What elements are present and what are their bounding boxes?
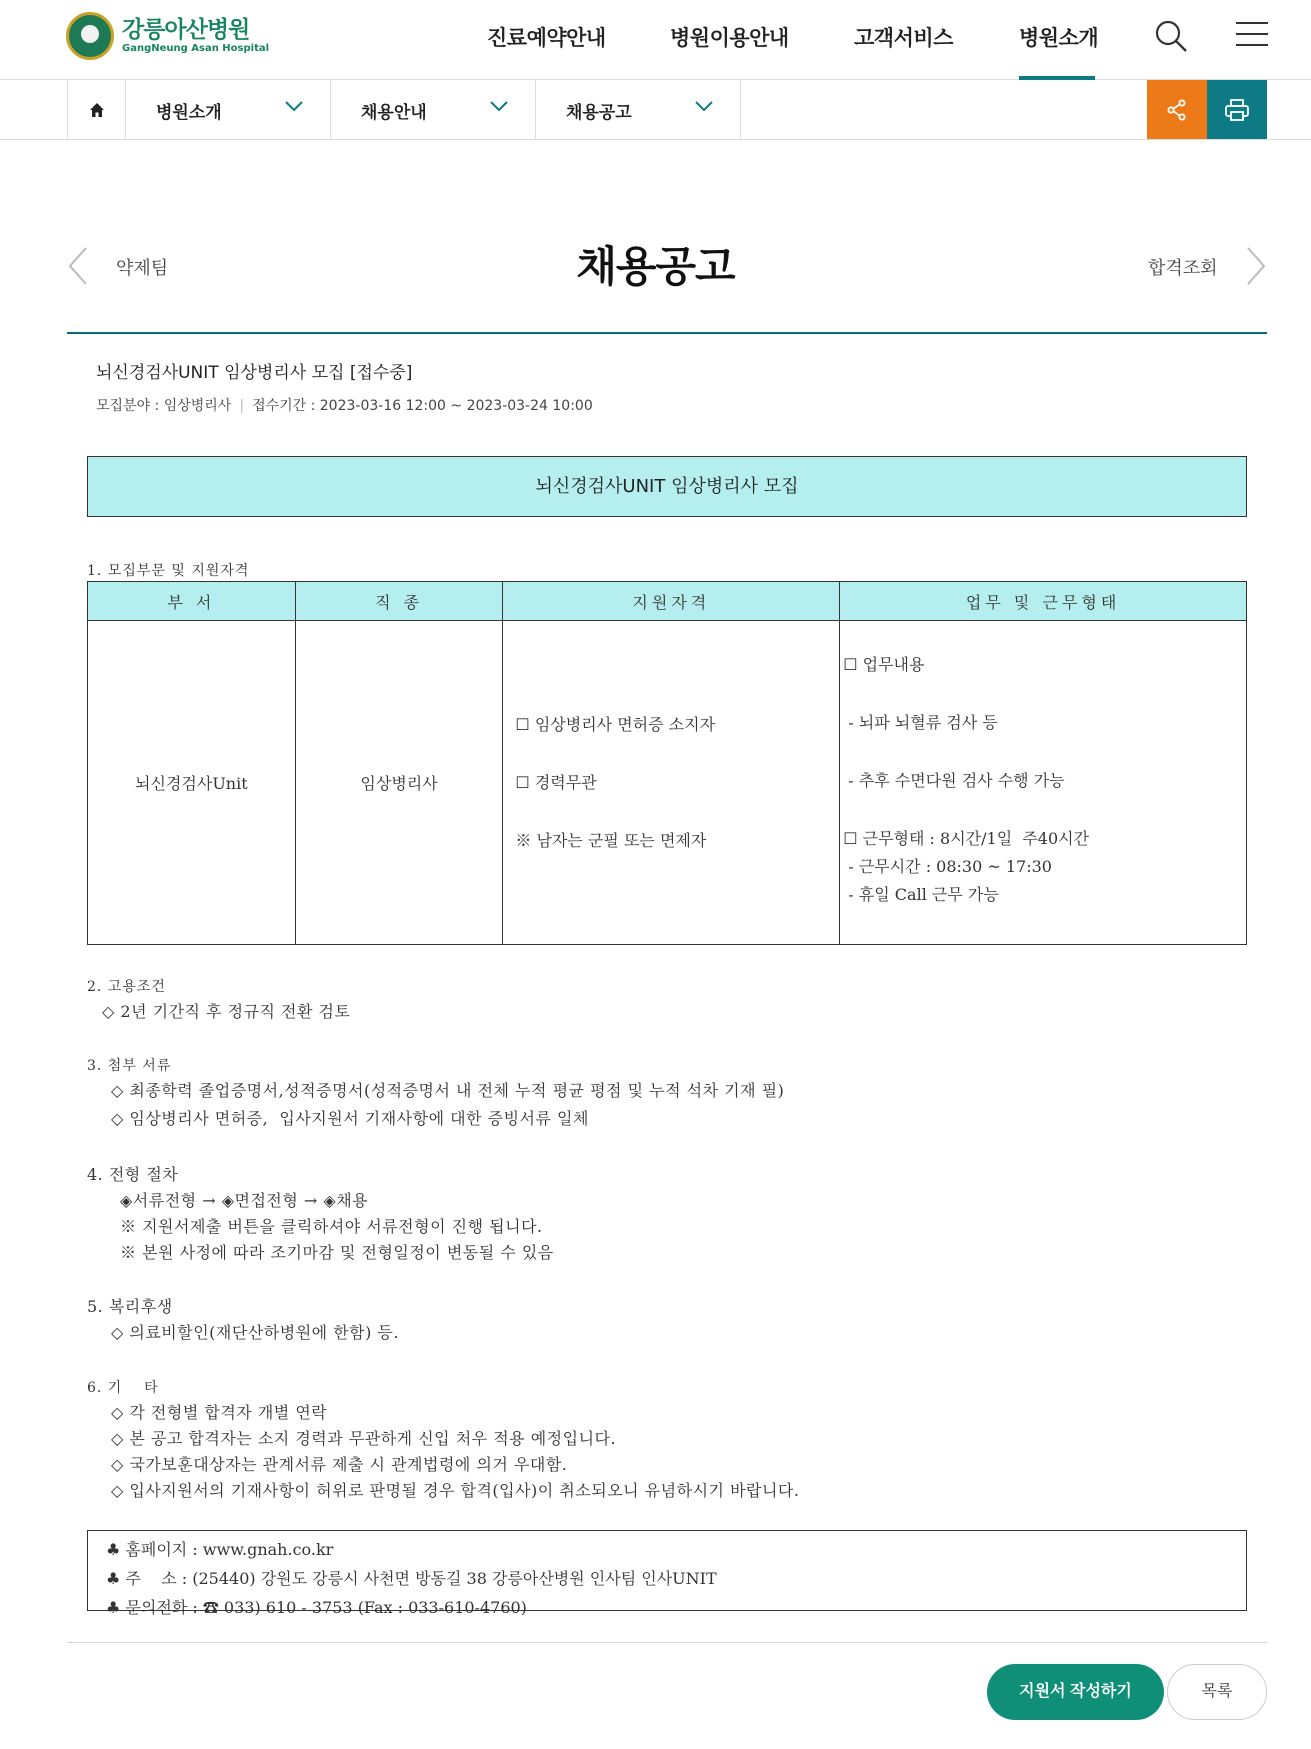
chevron-down-icon (489, 96, 509, 116)
logo-emblem-icon (66, 12, 114, 60)
list-item: ◇ 국가보훈대상자는 관계서류 제출 시 관계법령에 의거 우대함. (111, 1455, 568, 1474)
hamburger-menu-icon[interactable] (1236, 22, 1268, 50)
list-item: ◇ 최종학력 졸업증명서,성적증명서(성적증명서 내 전체 누적 평균 평점 및 누적 석차 기재 필) (111, 1081, 785, 1100)
qualification-cell: ☐ 임상병리사 면허증 소지자 ☐ 경력무관 ※ 남자는 군필 또는 면제자 (503, 621, 840, 945)
table-header: 지원자격 (503, 582, 840, 621)
chevron-down-icon (284, 96, 304, 116)
dept-cell: 뇌신경검사Unit (88, 621, 296, 945)
table-header: 업무 및 근무형태 (840, 582, 1247, 621)
contact-info-box (87, 1530, 1247, 1617)
nav-reservation[interactable]: 진료예약안내 (487, 26, 606, 50)
bottom-divider (67, 1642, 1267, 1643)
prev-page-link[interactable]: 약제팀 (116, 258, 169, 279)
site-header (0, 0, 1311, 80)
section-heading: 3. 첨부 서류 (87, 1058, 172, 1074)
section-heading: 6. 기 타 (87, 1380, 159, 1396)
next-page-link[interactable]: 합격조회 (1148, 258, 1218, 279)
application-period: 접수기간 : 2023-03-16 12:00 ~ 2023-03-24 10:00 (252, 398, 593, 414)
list-item: ※ 지원서제출 버튼을 클릭하셔야 서류전형이 진행 됩니다. (120, 1217, 543, 1236)
post-title: 뇌신경검사UNIT 임상병리사 모집 [접수중] (96, 363, 413, 383)
list-item: ◇ 입사지원서의 기재사항이 허위로 판명될 경우 합격(입사)이 취소되오니 유념하시기 바랍니다. (111, 1481, 800, 1500)
breadcrumb-depth1[interactable]: 병원소개 (126, 80, 331, 139)
list-item: ◇ 각 전형별 합격자 개별 연락 (111, 1403, 328, 1422)
share-icon (1166, 99, 1188, 121)
chevron-down-icon (694, 96, 714, 116)
nav-hospital-use[interactable]: 병원이용안내 (670, 26, 789, 50)
table-row (88, 621, 1247, 945)
recruit-field: 모집분야 : 임상병리사 (96, 398, 232, 414)
list-item: ※ 본원 사정에 따라 조기마감 및 전형일정이 변동될 수 있음 (120, 1243, 554, 1262)
contact-address: ♣ 주 소 : (25440) 강원도 강릉시 사천면 방동길 38 강릉아산병원 인사팀 인사UNIT (106, 1569, 717, 1588)
list-button[interactable]: 목록 (1167, 1664, 1267, 1720)
list-item: ◇ 본 공고 합격자는 소지 경력과 무관하게 신입 처우 적용 예정입니다. (111, 1429, 617, 1448)
apply-button[interactable]: 지원서 작성하기 (987, 1664, 1164, 1720)
page-title: 채용공고 (576, 242, 735, 291)
nav-customer-service[interactable]: 고객서비스 (854, 26, 953, 50)
table-header: 직 종 (295, 582, 503, 621)
logo-name-ko: 강릉아산병원 (122, 17, 250, 43)
list-item: ◇ 임상병리사 면허증, 입사지원서 기재사항에 대한 증빙서류 일체 (111, 1109, 589, 1128)
search-icon[interactable] (1153, 18, 1189, 54)
duty-cell: ☐ 업무내용 - 뇌파 뇌혈류 검사 등 - 추후 수면다원 검사 수행 가능 ☐ 근무형태 : 8시간/1일 주40시간 - 근무시간 : 08:30 ~ 17:30 - 휴일 Call 근무 가능 (840, 621, 1247, 945)
section-heading: 4. 전형 절차 (87, 1165, 179, 1184)
nav-about[interactable]: 병원소개 (1019, 26, 1099, 50)
job-cell: 임상병리사 (295, 621, 503, 945)
contact-homepage: ♣ 홈페이지 : www.gnah.co.kr (106, 1540, 334, 1559)
recruit-table (87, 581, 1247, 945)
list-item: ◈서류전형 → ◈면접전형 → ◈채용 (120, 1191, 369, 1210)
print-icon (1224, 98, 1250, 122)
contact-phone: ♣ 문의전화 : ☎ 033) 610 - 3753 (Fax : 033-610-4760) (106, 1598, 527, 1617)
list-item: ◇ 의료비할인(재단산하병원에 한함) 등. (111, 1323, 399, 1342)
next-page-arrow-icon[interactable] (1244, 246, 1268, 286)
logo-name-en: GangNeung Asan Hospital (122, 43, 270, 54)
hospital-logo[interactable] (66, 12, 269, 60)
title-divider (67, 332, 1267, 334)
home-icon[interactable] (67, 80, 126, 139)
breadcrumb-depth2[interactable]: 채용안내 (331, 80, 536, 139)
list-item: ◇ 2년 기간직 후 정규직 전환 검토 (102, 1002, 351, 1021)
section-heading: 5. 복리후생 (87, 1297, 173, 1316)
section-heading: 2. 고용조건 (87, 979, 166, 995)
breadcrumb-depth3[interactable]: 채용공고 (536, 80, 741, 139)
post-meta: 모집분야 : 임상병리사 | 접수기간 : 2023-03-16 12:00 ~ 2023-03-24 10:00 (96, 398, 593, 414)
table-header: 부 서 (88, 582, 296, 621)
section-heading: 1. 모집부문 및 지원자격 (87, 563, 250, 579)
recruit-banner: 뇌신경검사UNIT 임상병리사 모집 (87, 456, 1247, 517)
print-button[interactable] (1207, 80, 1267, 139)
share-button[interactable] (1147, 80, 1207, 139)
location-bar (0, 80, 1311, 140)
